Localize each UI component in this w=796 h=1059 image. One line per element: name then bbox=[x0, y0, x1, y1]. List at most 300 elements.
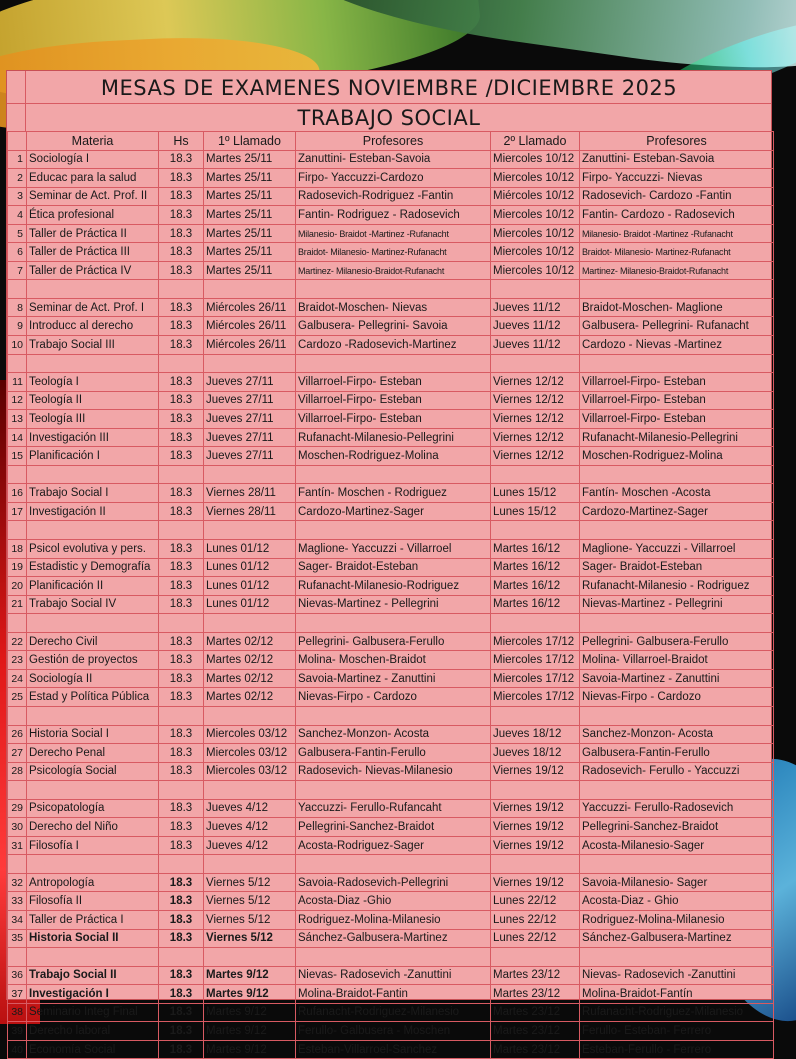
spacer-cell bbox=[159, 521, 204, 540]
llamado-1-cell: Martes 02/12 bbox=[204, 651, 296, 670]
hs-cell: 18.3 bbox=[159, 929, 204, 948]
profesores-1-cell: Galbusera- Pellegrini- Savoia bbox=[296, 317, 491, 336]
hs-cell: 18.3 bbox=[159, 410, 204, 429]
llamado-2-cell: Jueves 11/12 bbox=[491, 298, 580, 317]
hs-cell: 18.3 bbox=[159, 577, 204, 596]
materia-cell: Taller de Práctica II bbox=[27, 224, 159, 243]
row-number: 17 bbox=[8, 502, 27, 521]
table-row bbox=[8, 484, 774, 503]
materia-cell: Historia Social I bbox=[27, 725, 159, 744]
hs-cell: 18.3 bbox=[159, 1040, 204, 1059]
row-number: 7 bbox=[8, 261, 27, 280]
llamado-2-cell: Viernes 19/12 bbox=[491, 799, 580, 818]
profesores-2-cell: Villarroel-Firpo- Esteban bbox=[580, 373, 774, 392]
table-row bbox=[8, 577, 774, 596]
hs-cell: 18.3 bbox=[159, 744, 204, 763]
llamado-2-cell: Martes 23/12 bbox=[491, 1003, 580, 1022]
profesores-2-cell: Galbusera-Fantin-Ferullo bbox=[580, 744, 774, 763]
llamado-2-cell: Viernes 19/12 bbox=[491, 836, 580, 855]
profesores-1-cell: Molina- Moschen-Braidot bbox=[296, 651, 491, 670]
profesores-2-cell: Pellegrini- Galbusera-Ferullo bbox=[580, 632, 774, 651]
materia-cell: Filosofía II bbox=[27, 892, 159, 911]
col-header-hs: Hs bbox=[159, 132, 204, 151]
profesores-1-cell: Ferullo- Galbusera - Moschen bbox=[296, 1022, 491, 1041]
hs-cell: 18.3 bbox=[159, 1003, 204, 1022]
spacer-cell bbox=[204, 781, 296, 800]
spacer-cell bbox=[27, 354, 159, 373]
spacer-cell bbox=[27, 614, 159, 633]
spacer-cell bbox=[296, 706, 491, 725]
row-number: 24 bbox=[8, 669, 27, 688]
profesores-1-cell: Savoia-Martinez - Zanuttini bbox=[296, 669, 491, 688]
hs-cell: 18.3 bbox=[159, 428, 204, 447]
table-row bbox=[8, 892, 774, 911]
spacer-row bbox=[8, 948, 774, 967]
row-number: 31 bbox=[8, 836, 27, 855]
table-row bbox=[8, 206, 774, 225]
hs-cell: 18.3 bbox=[159, 818, 204, 837]
llamado-2-cell: Miercoles 10/12 bbox=[491, 224, 580, 243]
spacer-cell bbox=[27, 280, 159, 299]
exam-table bbox=[7, 131, 774, 1059]
spacer-cell bbox=[580, 614, 774, 633]
hs-cell: 18.3 bbox=[159, 799, 204, 818]
spacer-cell bbox=[296, 855, 491, 874]
hs-cell: 18.3 bbox=[159, 169, 204, 188]
table-row bbox=[8, 391, 774, 410]
spacer-row bbox=[8, 521, 774, 540]
spacer-cell bbox=[580, 465, 774, 484]
profesores-1-cell: Acosta-Diaz -Ghio bbox=[296, 892, 491, 911]
table-row bbox=[8, 799, 774, 818]
profesores-1-cell: Molina-Braidot-Fantin bbox=[296, 985, 491, 1004]
llamado-2-cell: Viernes 12/12 bbox=[491, 373, 580, 392]
row-number: 37 bbox=[8, 985, 27, 1004]
table-row bbox=[8, 669, 774, 688]
hs-cell: 18.3 bbox=[159, 187, 204, 206]
spacer-row bbox=[8, 781, 774, 800]
llamado-1-cell: Lunes 01/12 bbox=[204, 558, 296, 577]
profesores-2-cell: Sager- Braidot-Esteban bbox=[580, 558, 774, 577]
spacer-cell bbox=[159, 465, 204, 484]
profesores-2-cell: Cardozo - Nievas -Martinez bbox=[580, 336, 774, 355]
table-row bbox=[8, 595, 774, 614]
llamado-1-cell: Martes 25/11 bbox=[204, 187, 296, 206]
spacer-cell bbox=[8, 614, 27, 633]
spacer-cell bbox=[8, 354, 27, 373]
profesores-2-cell: Radosevich- Cardozo -Fantin bbox=[580, 187, 774, 206]
materia-cell: Trabajo Social II bbox=[27, 966, 159, 985]
hs-cell: 18.3 bbox=[159, 373, 204, 392]
llamado-1-cell: Martes 02/12 bbox=[204, 688, 296, 707]
row-number: 34 bbox=[8, 910, 27, 929]
llamado-2-cell: Martes 16/12 bbox=[491, 595, 580, 614]
spacer-cell bbox=[491, 706, 580, 725]
materia-cell: Derecho Civil bbox=[27, 632, 159, 651]
llamado-2-cell: Jueves 11/12 bbox=[491, 317, 580, 336]
spacer-cell bbox=[204, 354, 296, 373]
spacer-cell bbox=[204, 465, 296, 484]
llamado-2-cell: Martes 23/12 bbox=[491, 966, 580, 985]
spacer-cell bbox=[296, 521, 491, 540]
llamado-1-cell: Miercoles 03/12 bbox=[204, 762, 296, 781]
spacer-cell bbox=[204, 855, 296, 874]
materia-cell: Teología III bbox=[27, 410, 159, 429]
llamado-2-cell: Martes 23/12 bbox=[491, 985, 580, 1004]
llamado-1-cell: Miercoles 03/12 bbox=[204, 725, 296, 744]
materia-cell: Sociología I bbox=[27, 150, 159, 169]
materia-cell: Gestión de proyectos bbox=[27, 651, 159, 670]
profesores-1-cell: Radosevich-Rodriguez -Fantin bbox=[296, 187, 491, 206]
spacer-cell bbox=[8, 706, 27, 725]
row-number: 25 bbox=[8, 688, 27, 707]
spacer-row bbox=[8, 465, 774, 484]
hs-cell: 18.3 bbox=[159, 632, 204, 651]
spacer-cell bbox=[27, 521, 159, 540]
spacer-cell bbox=[27, 948, 159, 967]
table-header-row bbox=[8, 132, 774, 151]
row-number: 1 bbox=[8, 150, 27, 169]
materia-cell: Economía Social bbox=[27, 1040, 159, 1059]
hs-cell: 18.3 bbox=[159, 261, 204, 280]
row-number: 10 bbox=[8, 336, 27, 355]
profesores-1-cell: Sager- Braidot-Esteban bbox=[296, 558, 491, 577]
table-row bbox=[8, 298, 774, 317]
profesores-1-cell: Radosevich- Nievas-Milanesio bbox=[296, 762, 491, 781]
spacer-cell bbox=[8, 465, 27, 484]
llamado-2-cell: Viernes 19/12 bbox=[491, 873, 580, 892]
row-number: 20 bbox=[8, 577, 27, 596]
profesores-1-cell: Firpo- Yaccuzzi-Cardozo bbox=[296, 169, 491, 188]
llamado-2-cell: Viernes 12/12 bbox=[491, 391, 580, 410]
table-row bbox=[8, 169, 774, 188]
spacer-cell bbox=[8, 855, 27, 874]
llamado-2-cell: Lunes 22/12 bbox=[491, 929, 580, 948]
row-number: 4 bbox=[8, 206, 27, 225]
spacer-cell bbox=[8, 781, 27, 800]
llamado-2-cell: Miércoles 10/12 bbox=[491, 187, 580, 206]
spacer-cell bbox=[296, 948, 491, 967]
table-row bbox=[8, 410, 774, 429]
table-row bbox=[8, 966, 774, 985]
hs-cell: 18.3 bbox=[159, 224, 204, 243]
hs-cell: 18.3 bbox=[159, 502, 204, 521]
profesores-1-cell: Cardozo -Radosevich-Martinez bbox=[296, 336, 491, 355]
profesores-1-cell: Fantin- Rodriguez - Radosevich bbox=[296, 206, 491, 225]
spacer-cell bbox=[159, 948, 204, 967]
spacer-cell bbox=[296, 465, 491, 484]
llamado-1-cell: Martes 25/11 bbox=[204, 150, 296, 169]
spacer-cell bbox=[580, 354, 774, 373]
profesores-1-cell: Rufanacht-Milanesio-Pellegrini bbox=[296, 428, 491, 447]
llamado-1-cell: Jueves 4/12 bbox=[204, 799, 296, 818]
llamado-2-cell: Miercoles 10/12 bbox=[491, 206, 580, 225]
profesores-2-cell: Rodriguez-Molina-Milanesio bbox=[580, 910, 774, 929]
materia-cell: Psicología Social bbox=[27, 762, 159, 781]
spacer-cell bbox=[296, 781, 491, 800]
spacer-cell bbox=[159, 614, 204, 633]
spacer-cell bbox=[204, 614, 296, 633]
hs-cell: 18.3 bbox=[159, 540, 204, 559]
spacer-cell bbox=[491, 855, 580, 874]
llamado-1-cell: Martes 02/12 bbox=[204, 669, 296, 688]
profesores-1-cell: Rodriguez-Molina-Milanesio bbox=[296, 910, 491, 929]
profesores-2-cell: Villarroel-Firpo- Esteban bbox=[580, 391, 774, 410]
profesores-1-cell: Braidot-Moschen- Nievas bbox=[296, 298, 491, 317]
col-header-profesores-1: Profesores bbox=[296, 132, 491, 151]
materia-cell: Educac para la salud bbox=[27, 169, 159, 188]
spacer-cell bbox=[491, 614, 580, 633]
profesores-2-cell: Galbusera- Pellegrini- Rufanacht bbox=[580, 317, 774, 336]
llamado-2-cell: Miercoles 17/12 bbox=[491, 669, 580, 688]
row-number: 40 bbox=[8, 1040, 27, 1059]
table-row bbox=[8, 558, 774, 577]
llamado-2-cell: Jueves 11/12 bbox=[491, 336, 580, 355]
llamado-1-cell: Martes 9/12 bbox=[204, 1040, 296, 1059]
profesores-1-cell: Villarroel-Firpo- Esteban bbox=[296, 410, 491, 429]
llamado-1-cell: Miércoles 26/11 bbox=[204, 317, 296, 336]
materia-cell: Antropología bbox=[27, 873, 159, 892]
llamado-2-cell: Viernes 19/12 bbox=[491, 818, 580, 837]
spacer-cell bbox=[204, 706, 296, 725]
row-number: 21 bbox=[8, 595, 27, 614]
col-header-llamado-2: 2º Llamado bbox=[491, 132, 580, 151]
row-number: 6 bbox=[8, 243, 27, 262]
row-number: 8 bbox=[8, 298, 27, 317]
spacer-cell bbox=[204, 948, 296, 967]
spacer-cell bbox=[8, 521, 27, 540]
spacer-cell bbox=[580, 781, 774, 800]
llamado-2-cell: Jueves 18/12 bbox=[491, 725, 580, 744]
profesores-1-cell: Nievas- Radosevich -Zanuttini bbox=[296, 966, 491, 985]
hs-cell: 18.3 bbox=[159, 1022, 204, 1041]
table-row bbox=[8, 651, 774, 670]
spacer-row bbox=[8, 280, 774, 299]
llamado-1-cell: Martes 9/12 bbox=[204, 1022, 296, 1041]
row-number: 11 bbox=[8, 373, 27, 392]
hs-cell: 18.3 bbox=[159, 725, 204, 744]
profesores-1-cell: Galbusera-Fantin-Ferullo bbox=[296, 744, 491, 763]
table-row bbox=[8, 317, 774, 336]
hs-cell: 18.3 bbox=[159, 298, 204, 317]
table-row bbox=[8, 1040, 774, 1059]
spacer-row bbox=[8, 354, 774, 373]
profesores-1-cell: Maglione- Yaccuzzi - Villarroel bbox=[296, 540, 491, 559]
llamado-2-cell: Martes 23/12 bbox=[491, 1040, 580, 1059]
llamado-2-cell: Viernes 12/12 bbox=[491, 428, 580, 447]
table-row bbox=[8, 428, 774, 447]
llamado-1-cell: Lunes 01/12 bbox=[204, 540, 296, 559]
hs-cell: 18.3 bbox=[159, 910, 204, 929]
hs-cell: 18.3 bbox=[159, 391, 204, 410]
llamado-1-cell: Martes 25/11 bbox=[204, 206, 296, 225]
profesores-2-cell: Radosevich- Ferullo - Yaccuzzi bbox=[580, 762, 774, 781]
profesores-1-cell: Villarroel-Firpo- Esteban bbox=[296, 391, 491, 410]
table-row bbox=[8, 688, 774, 707]
profesores-2-cell: Rufanacht-Milanesio-Pellegrini bbox=[580, 428, 774, 447]
spacer-cell bbox=[8, 280, 27, 299]
table-row bbox=[8, 873, 774, 892]
hs-cell: 18.3 bbox=[159, 447, 204, 466]
profesores-2-cell: Cardozo-Martinez-Sager bbox=[580, 502, 774, 521]
profesores-1-cell: Pellegrini-Sanchez-Braidot bbox=[296, 818, 491, 837]
table-row bbox=[8, 762, 774, 781]
table-row bbox=[8, 261, 774, 280]
profesores-2-cell: Moschen-Rodriguez-Molina bbox=[580, 447, 774, 466]
llamado-2-cell: Lunes 15/12 bbox=[491, 484, 580, 503]
row-number: 14 bbox=[8, 428, 27, 447]
llamado-2-cell: Viernes 19/12 bbox=[491, 762, 580, 781]
profesores-1-cell: Fantín- Moschen - Rodriguez bbox=[296, 484, 491, 503]
materia-cell: Psicol evolutiva y pers. bbox=[27, 540, 159, 559]
row-number: 9 bbox=[8, 317, 27, 336]
materia-cell: Trabajo Social I bbox=[27, 484, 159, 503]
profesores-2-cell: Acosta-Milanesio-Sager bbox=[580, 836, 774, 855]
table-row bbox=[8, 1003, 774, 1022]
profesores-1-cell: Rufanacht-Rodriguez-Milanesio bbox=[296, 1003, 491, 1022]
profesores-1-cell: Esteban-Villarroel-Sanchez bbox=[296, 1040, 491, 1059]
table-row bbox=[8, 1022, 774, 1041]
llamado-2-cell: Martes 16/12 bbox=[491, 577, 580, 596]
llamado-1-cell: Martes 9/12 bbox=[204, 966, 296, 985]
row-number: 13 bbox=[8, 410, 27, 429]
table-row bbox=[8, 447, 774, 466]
spacer-cell bbox=[580, 706, 774, 725]
row-number: 36 bbox=[8, 966, 27, 985]
llamado-1-cell: Jueves 27/11 bbox=[204, 391, 296, 410]
table-row bbox=[8, 243, 774, 262]
llamado-2-cell: Miercoles 10/12 bbox=[491, 169, 580, 188]
profesores-1-cell: Acosta-Rodriguez-Sager bbox=[296, 836, 491, 855]
profesores-2-cell: Yaccuzzi- Ferullo-Radosevich bbox=[580, 799, 774, 818]
profesores-1-cell: Sanchez-Monzon- Acosta bbox=[296, 725, 491, 744]
llamado-2-cell: Martes 23/12 bbox=[491, 1022, 580, 1041]
materia-cell: Introducc al derecho bbox=[27, 317, 159, 336]
row-number: 3 bbox=[8, 187, 27, 206]
profesores-1-cell: Zanuttini- Esteban-Savoia bbox=[296, 150, 491, 169]
llamado-2-cell: Lunes 22/12 bbox=[491, 892, 580, 911]
materia-cell: Psicopatología bbox=[27, 799, 159, 818]
spacer-cell bbox=[491, 465, 580, 484]
materia-cell: Investigación III bbox=[27, 428, 159, 447]
llamado-1-cell: Martes 25/11 bbox=[204, 261, 296, 280]
materia-cell: Trabajo Social III bbox=[27, 336, 159, 355]
table-row bbox=[8, 929, 774, 948]
profesores-2-cell: Martinez- Milanesio-Braidot-Rufanacht bbox=[580, 261, 774, 280]
table-row bbox=[8, 725, 774, 744]
llamado-1-cell: Martes 9/12 bbox=[204, 985, 296, 1004]
llamado-2-cell: Miercoles 10/12 bbox=[491, 150, 580, 169]
llamado-1-cell: Viernes 28/11 bbox=[204, 484, 296, 503]
hs-cell: 18.3 bbox=[159, 688, 204, 707]
table-row bbox=[8, 818, 774, 837]
hs-cell: 18.3 bbox=[159, 558, 204, 577]
spacer-cell bbox=[296, 614, 491, 633]
row-number: 26 bbox=[8, 725, 27, 744]
profesores-1-cell: Yaccuzzi- Ferullo-Rufancaht bbox=[296, 799, 491, 818]
spacer-cell bbox=[296, 280, 491, 299]
profesores-2-cell: Nievas- Radosevich -Zanuttini bbox=[580, 966, 774, 985]
llamado-1-cell: Martes 25/11 bbox=[204, 243, 296, 262]
spacer-cell bbox=[296, 354, 491, 373]
profesores-1-cell: Villarroel-Firpo- Esteban bbox=[296, 373, 491, 392]
hs-cell: 18.3 bbox=[159, 484, 204, 503]
exam-schedule-sheet bbox=[6, 70, 772, 1056]
profesores-2-cell: Braidot- Milanesio- Martinez-Rufanacht bbox=[580, 243, 774, 262]
profesores-1-cell: Cardozo-Martinez-Sager bbox=[296, 502, 491, 521]
materia-cell: Estad y Política Pública bbox=[27, 688, 159, 707]
table-row bbox=[8, 187, 774, 206]
row-number: 30 bbox=[8, 818, 27, 837]
llamado-1-cell: Viernes 5/12 bbox=[204, 892, 296, 911]
llamado-2-cell: Martes 16/12 bbox=[491, 540, 580, 559]
hs-cell: 18.3 bbox=[159, 836, 204, 855]
row-number: 19 bbox=[8, 558, 27, 577]
spacer-cell bbox=[159, 781, 204, 800]
profesores-2-cell: Nievas-Martinez - Pellegrini bbox=[580, 595, 774, 614]
llamado-1-cell: Miércoles 26/11 bbox=[204, 336, 296, 355]
hs-cell: 18.3 bbox=[159, 150, 204, 169]
profesores-1-cell: Sánchez-Galbusera-Martinez bbox=[296, 929, 491, 948]
llamado-1-cell: Viernes 28/11 bbox=[204, 502, 296, 521]
llamado-1-cell: Jueves 27/11 bbox=[204, 410, 296, 429]
profesores-1-cell: Braidot- Milanesio- Martinez-Rufanacht bbox=[296, 243, 491, 262]
row-number: 35 bbox=[8, 929, 27, 948]
profesores-1-cell: Martinez- Milanesio-Braidot-Rufanacht bbox=[296, 261, 491, 280]
materia-cell: Seminar de Act. Prof. II bbox=[27, 187, 159, 206]
llamado-1-cell: Lunes 01/12 bbox=[204, 595, 296, 614]
profesores-2-cell: Firpo- Yaccuzzi- Nievas bbox=[580, 169, 774, 188]
row-number: 27 bbox=[8, 744, 27, 763]
row-number: 29 bbox=[8, 799, 27, 818]
profesores-2-cell: Rufanacht-Rodriguez-Milanesio bbox=[580, 1003, 774, 1022]
row-number: 15 bbox=[8, 447, 27, 466]
row-number: 33 bbox=[8, 892, 27, 911]
spacer-row bbox=[8, 706, 774, 725]
table-row bbox=[8, 744, 774, 763]
hs-cell: 18.3 bbox=[159, 966, 204, 985]
profesores-2-cell: Molina-Braidot-Fantín bbox=[580, 985, 774, 1004]
spacer-cell bbox=[580, 855, 774, 874]
row-number: 18 bbox=[8, 540, 27, 559]
table-row bbox=[8, 502, 774, 521]
spacer-cell bbox=[204, 280, 296, 299]
spacer-cell bbox=[491, 781, 580, 800]
col-header-profesores-2: Profesores bbox=[580, 132, 774, 151]
materia-cell: Trabajo Social IV bbox=[27, 595, 159, 614]
llamado-1-cell: Viernes 5/12 bbox=[204, 929, 296, 948]
col-header-llamado-1: 1º Llamado bbox=[204, 132, 296, 151]
llamado-1-cell: Jueves 4/12 bbox=[204, 836, 296, 855]
spacer-cell bbox=[27, 855, 159, 874]
table-row bbox=[8, 373, 774, 392]
profesores-2-cell: Savoia-Martinez - Zanuttini bbox=[580, 669, 774, 688]
table-row bbox=[8, 150, 774, 169]
page-subtitle: TRABAJO SOCIAL bbox=[7, 103, 771, 132]
llamado-2-cell: Lunes 15/12 bbox=[491, 502, 580, 521]
spacer-cell bbox=[27, 781, 159, 800]
hs-cell: 18.3 bbox=[159, 762, 204, 781]
materia-cell: Investigación II bbox=[27, 502, 159, 521]
row-number: 28 bbox=[8, 762, 27, 781]
spacer-cell bbox=[491, 280, 580, 299]
materia-cell: Derecho laboral bbox=[27, 1022, 159, 1041]
materia-cell: Planificación II bbox=[27, 577, 159, 596]
llamado-1-cell: Viernes 5/12 bbox=[204, 910, 296, 929]
profesores-2-cell: Fantin- Cardozo - Radosevich bbox=[580, 206, 774, 225]
row-number: 5 bbox=[8, 224, 27, 243]
spacer-cell bbox=[580, 948, 774, 967]
